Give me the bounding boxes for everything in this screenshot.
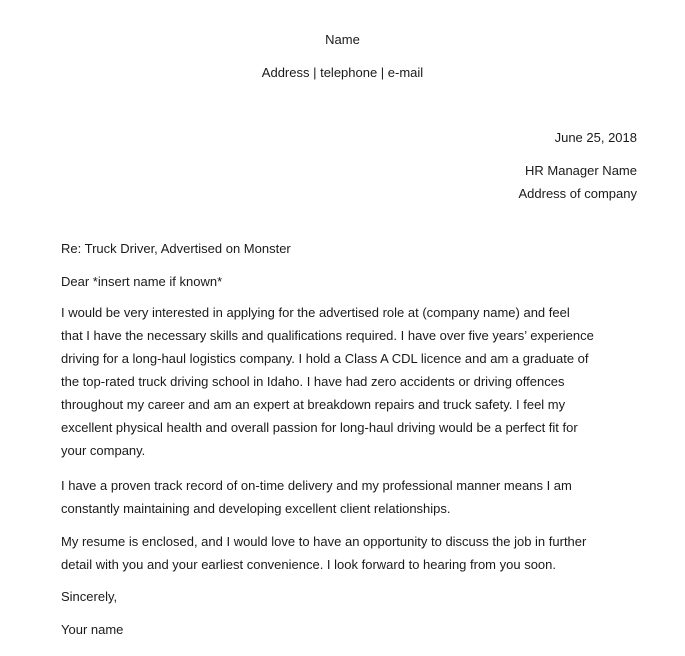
recipient-address: Address of company [518,186,637,201]
subject-line: Re: Truck Driver, Advertised on Monster [61,241,291,256]
paragraph-line: that I have the necessary skills and qualifications required. I have over five years’ experience [61,328,594,343]
paragraph-line: detail with you and your earliest convenience. I look forward to hearing from you soon. [61,557,556,572]
body-paragraph-1 [61,301,641,462]
sender-contact: Address | telephone | e-mail [261,65,424,80]
paragraph-line: My resume is enclosed, and I would love to have an opportunity to discuss the job in further [61,534,587,549]
sender-name: Name [325,32,360,47]
signature-name: Your name [61,622,124,637]
paragraph-line: the top-rated truck driving school in Idaho. I have had zero accidents or driving offences [61,374,565,389]
paragraph-line: excellent physical health and overall passion for long-haul driving would be a perfect fit for [61,420,578,435]
body-paragraph-2 [61,474,641,520]
paragraph-line: throughout my career and am an expert at breakdown repairs and truck safety. I feel my [61,397,566,412]
closing: Sincerely, [61,589,118,604]
body-paragraph-3 [61,530,641,576]
paragraph-line: I have a proven track record of on-time delivery and my professional manner means I am [61,478,572,493]
paragraph-line: your company. [61,443,146,458]
paragraph-line: I would be very interested in applying for the advertised role at (company name) and feel [61,305,570,320]
recipient-name: HR Manager Name [525,163,637,178]
paragraph-line: driving for a long-haul logistics company. I hold a Class A CDL licence and am a graduate of [61,351,589,366]
letter-date: June 25, 2018 [554,130,637,145]
salutation: Dear *insert name if known* [61,274,223,289]
paragraph-line: constantly maintaining and developing excellent client relationships. [61,501,451,516]
